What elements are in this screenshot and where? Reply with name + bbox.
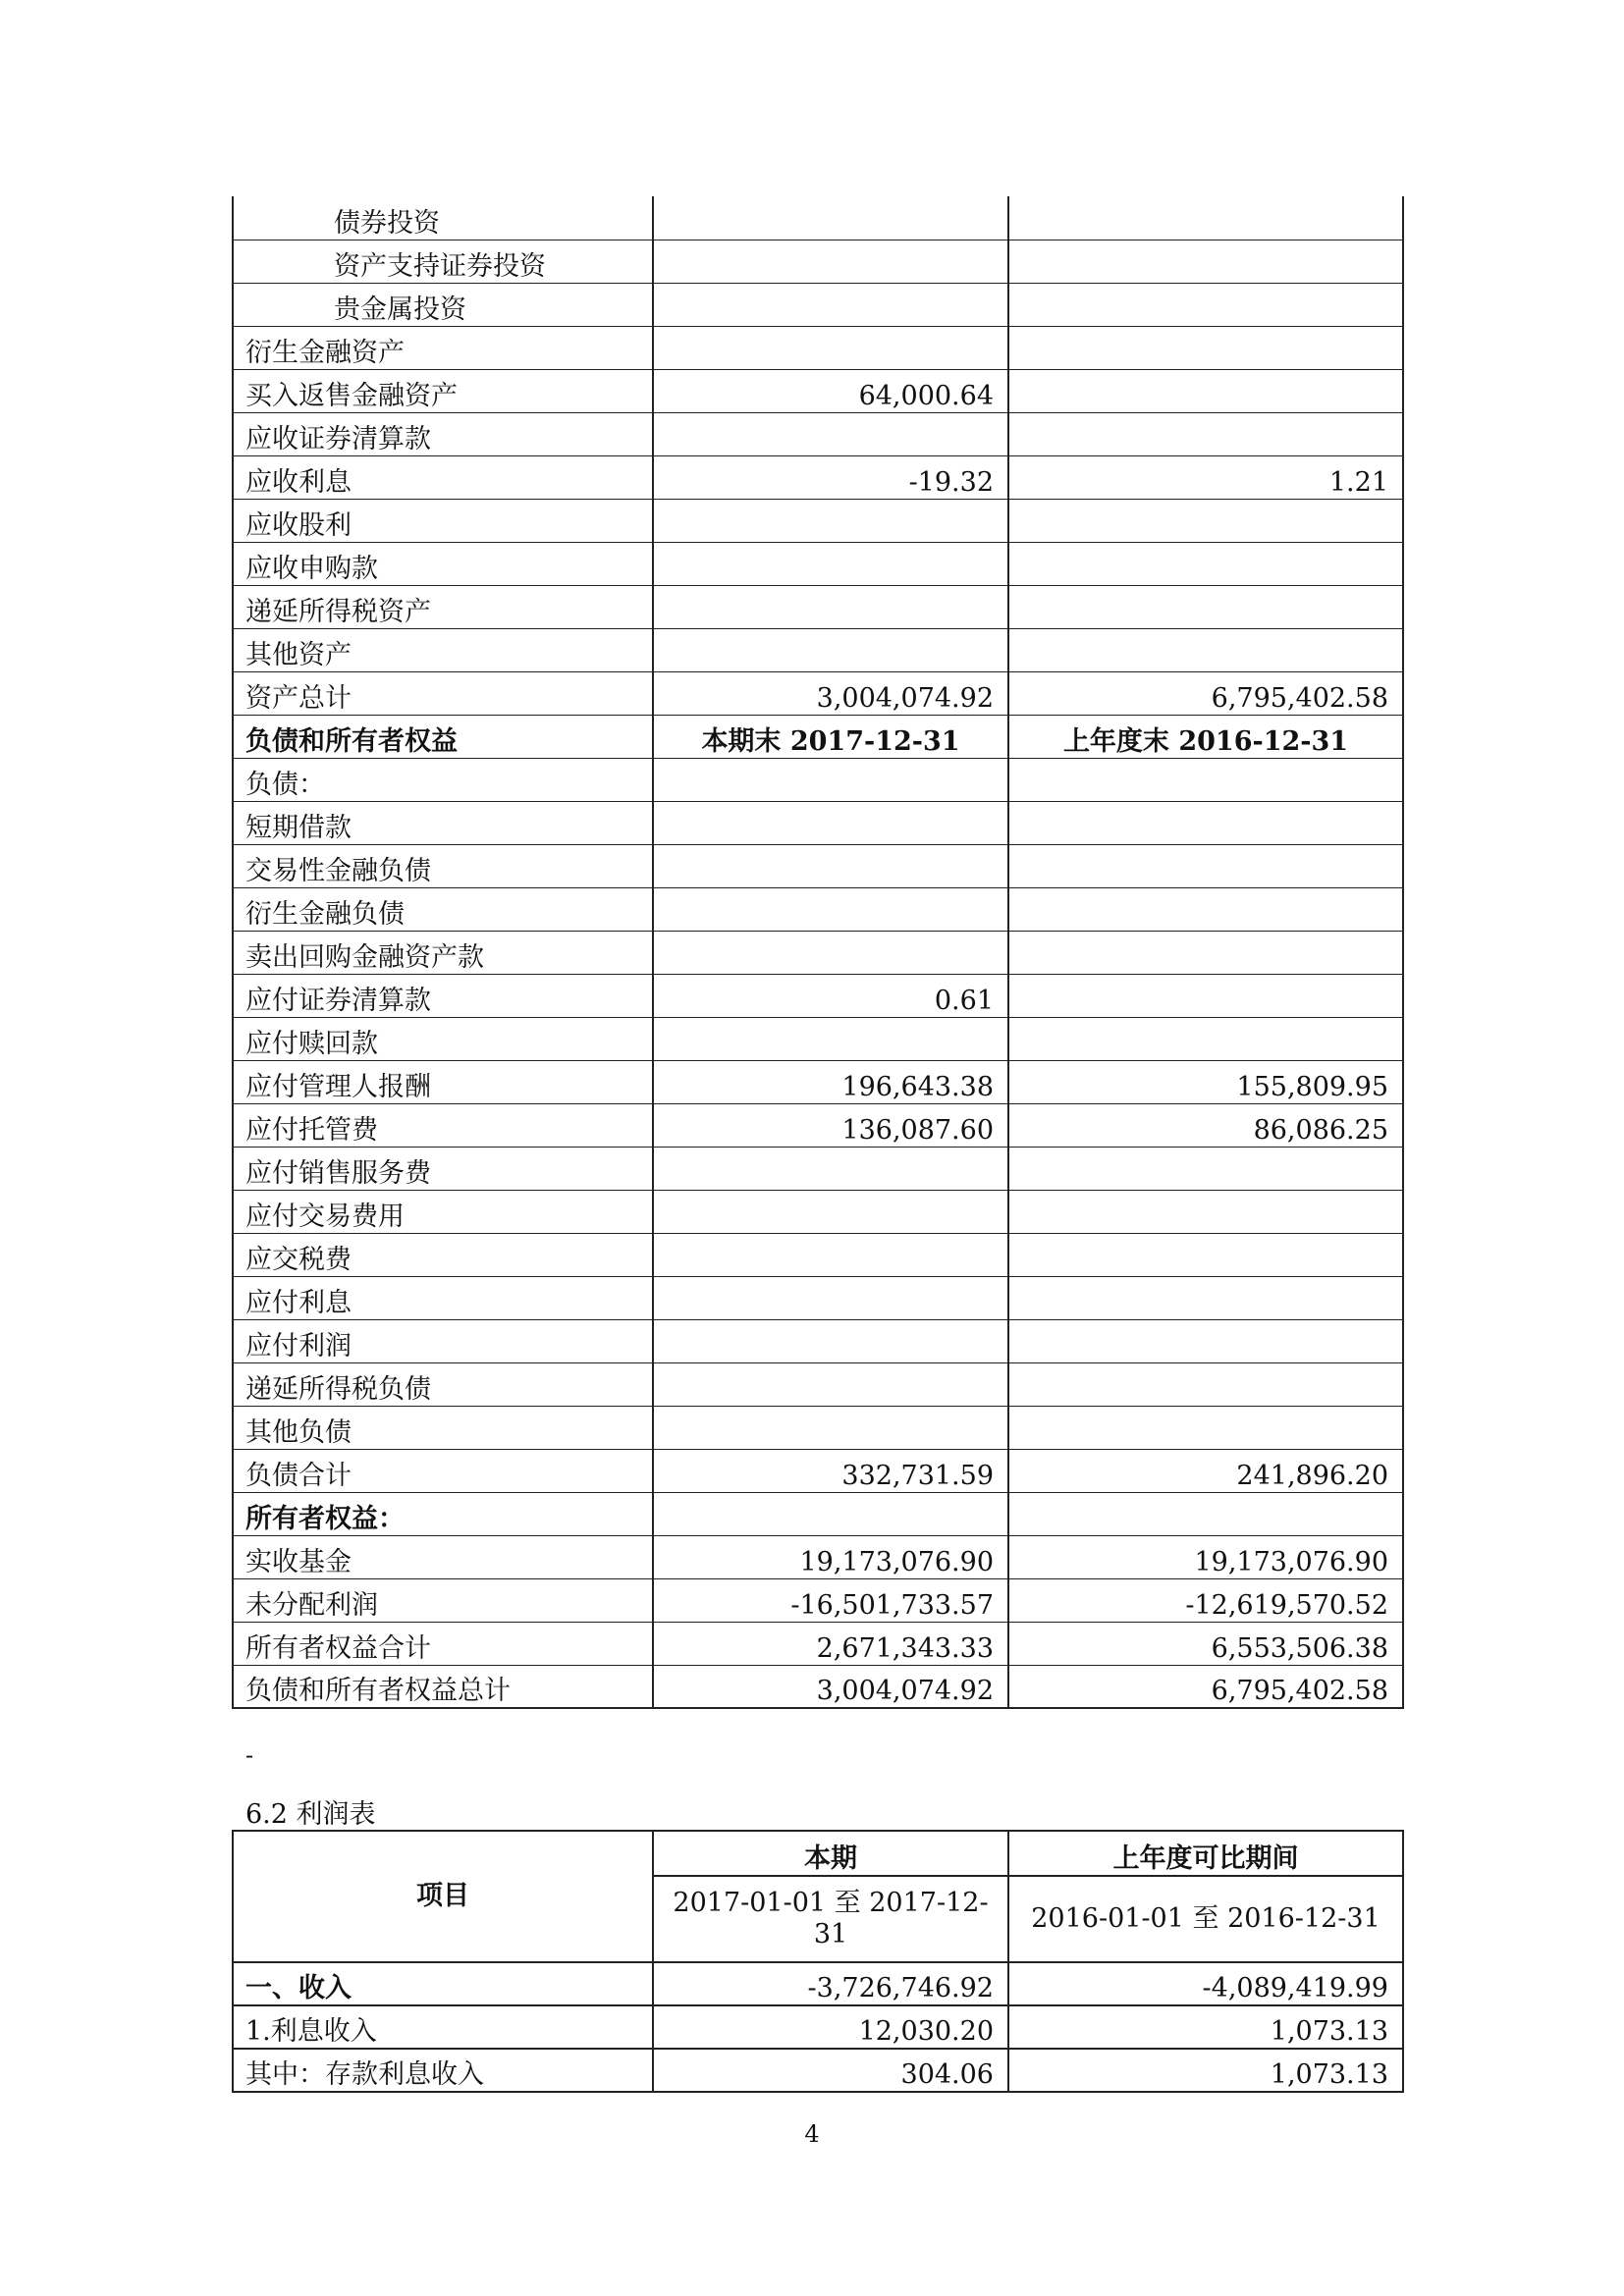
row-label: 应付交易费用 [233, 1190, 653, 1233]
prior-value [1008, 1147, 1403, 1190]
row-label: 负债合计 [233, 1449, 653, 1492]
current-value [653, 499, 1008, 542]
table-row [233, 1406, 1403, 1449]
table-row [233, 1190, 1403, 1233]
row-label: 应付托管费 [233, 1103, 653, 1147]
current-value: -16,501,733.57 [653, 1578, 1008, 1622]
prior-value [1008, 1319, 1403, 1362]
table-row [233, 1233, 1403, 1276]
prior-value: 6,795,402.58 [1008, 671, 1403, 715]
current-value [653, 1319, 1008, 1362]
current-period-header: 本期 [653, 1831, 1008, 1876]
prior-value [1008, 1233, 1403, 1276]
row-label: 其他负债 [233, 1406, 653, 1449]
separator-dash: - [245, 1741, 254, 1769]
table-row [233, 1017, 1403, 1060]
prior-value: 1,073.13 [1008, 2049, 1403, 2092]
row-label: 应付利润 [233, 1319, 653, 1362]
table-row [233, 240, 1403, 283]
row-label: 所有者权益： [233, 1492, 653, 1535]
row-label: 所有者权益合计 [233, 1622, 653, 1665]
current-value: 304.06 [653, 2049, 1008, 2092]
table-row [233, 801, 1403, 844]
row-label: 负债和所有者权益 [233, 715, 653, 758]
prior-value [1008, 1276, 1403, 1319]
prior-value [1008, 196, 1403, 240]
current-value [653, 1233, 1008, 1276]
table-row [233, 844, 1403, 887]
prior-value [1008, 585, 1403, 628]
table-row [233, 585, 1403, 628]
prior-value [1008, 542, 1403, 585]
row-label: 资产支持证券投资 [233, 240, 653, 283]
prior-period-range: 2016-01-01 至 2016-12-31 [1008, 1876, 1403, 1962]
balance-sheet-table [232, 196, 1404, 1709]
current-value [653, 412, 1008, 455]
row-label: 应付赎回款 [233, 1017, 653, 1060]
current-value: 12,030.20 [653, 2005, 1008, 2049]
table-row [233, 1578, 1403, 1622]
table-row [233, 1147, 1403, 1190]
prior-value [1008, 758, 1403, 801]
row-label: 应收利息 [233, 455, 653, 499]
table-row [233, 499, 1403, 542]
prior-value [1008, 931, 1403, 974]
prior-value [1008, 1017, 1403, 1060]
prior-value: 1,073.13 [1008, 2005, 1403, 2049]
table-row [233, 628, 1403, 671]
table-row [233, 455, 1403, 499]
current-value [653, 844, 1008, 887]
row-label: 交易性金融负债 [233, 844, 653, 887]
row-label: 其他资产 [233, 628, 653, 671]
current-value [653, 1276, 1008, 1319]
table-row [233, 2005, 1403, 2049]
table-row [233, 887, 1403, 931]
table-row [233, 412, 1403, 455]
current-value [653, 1147, 1008, 1190]
row-label: 应收申购款 [233, 542, 653, 585]
prior-value [1008, 283, 1403, 326]
table-row [233, 758, 1403, 801]
row-label: 资产总计 [233, 671, 653, 715]
table-row [233, 1060, 1403, 1103]
prior-value: 86,086.25 [1008, 1103, 1403, 1147]
prior-value: 上年度末 2016-12-31 [1008, 715, 1403, 758]
row-label: 应付销售服务费 [233, 1147, 653, 1190]
current-value [653, 1017, 1008, 1060]
current-value: 196,643.38 [653, 1060, 1008, 1103]
prior-value: -4,089,419.99 [1008, 1962, 1403, 2005]
prior-value: 1.21 [1008, 455, 1403, 499]
row-label: 买入返售金融资产 [233, 369, 653, 412]
row-label: 应交税费 [233, 1233, 653, 1276]
current-value [653, 801, 1008, 844]
table-row [233, 369, 1403, 412]
table-row [233, 671, 1403, 715]
balance-sheet-body [233, 196, 1403, 1708]
current-value [653, 1190, 1008, 1233]
table-row [233, 1449, 1403, 1492]
income-statement-title: 6.2 利润表 [245, 1799, 376, 1830]
prior-value: 6,553,506.38 [1008, 1622, 1403, 1665]
table-row [233, 1622, 1403, 1665]
prior-value: 6,795,402.58 [1008, 1665, 1403, 1708]
current-value: 2,671,343.33 [653, 1622, 1008, 1665]
row-label: 一、收入 [233, 1962, 653, 2005]
current-value [653, 1362, 1008, 1406]
table-row [233, 196, 1403, 240]
current-value: 64,000.64 [653, 369, 1008, 412]
table-row [233, 1492, 1403, 1535]
current-value [653, 542, 1008, 585]
table-row [233, 1276, 1403, 1319]
row-label: 应付管理人报酬 [233, 1060, 653, 1103]
prior-value [1008, 974, 1403, 1017]
current-value: 本期末 2017-12-31 [653, 715, 1008, 758]
income-header-row [233, 1831, 1403, 1876]
table-row [233, 1962, 1403, 2005]
row-label: 递延所得税资产 [233, 585, 653, 628]
prior-value: -12,619,570.52 [1008, 1578, 1403, 1622]
row-label: 实收基金 [233, 1535, 653, 1578]
row-label: 负债： [233, 758, 653, 801]
table-row [233, 1362, 1403, 1406]
current-value [653, 326, 1008, 369]
table-row [233, 326, 1403, 369]
row-label: 应付证券清算款 [233, 974, 653, 1017]
current-value [653, 931, 1008, 974]
row-label: 应收证券清算款 [233, 412, 653, 455]
table-row [233, 1535, 1403, 1578]
prior-value [1008, 369, 1403, 412]
current-value: 3,004,074.92 [653, 671, 1008, 715]
prior-value [1008, 801, 1403, 844]
table-row [233, 2049, 1403, 2092]
row-label: 负债和所有者权益总计 [233, 1665, 653, 1708]
current-value [653, 628, 1008, 671]
income-statement-body [233, 1962, 1403, 2092]
table-row [233, 974, 1403, 1017]
table-row [233, 1103, 1403, 1147]
current-value: 332,731.59 [653, 1449, 1008, 1492]
current-value [653, 1406, 1008, 1449]
table-row [233, 542, 1403, 585]
current-value: 3,004,074.92 [653, 1665, 1008, 1708]
current-value [653, 887, 1008, 931]
current-value: 136,087.60 [653, 1103, 1008, 1147]
prior-period-header: 上年度可比期间 [1008, 1831, 1403, 1876]
row-label: 短期借款 [233, 801, 653, 844]
current-value [653, 1492, 1008, 1535]
page-number: 4 [804, 2120, 820, 2148]
prior-value [1008, 1406, 1403, 1449]
current-value: 0.61 [653, 974, 1008, 1017]
prior-value [1008, 240, 1403, 283]
current-value: -19.32 [653, 455, 1008, 499]
current-value [653, 283, 1008, 326]
prior-value [1008, 326, 1403, 369]
prior-value: 19,173,076.90 [1008, 1535, 1403, 1578]
current-value [653, 758, 1008, 801]
row-label: 应付利息 [233, 1276, 653, 1319]
table-row [233, 1665, 1403, 1708]
table-row [233, 715, 1403, 758]
row-label: 贵金属投资 [233, 283, 653, 326]
row-label: 1.利息收入 [233, 2005, 653, 2049]
current-value [653, 196, 1008, 240]
row-label: 递延所得税负债 [233, 1362, 653, 1406]
prior-value [1008, 887, 1403, 931]
income-statement-table [232, 1830, 1404, 2093]
row-label: 其中：存款利息收入 [233, 2049, 653, 2092]
prior-value: 241,896.20 [1008, 1449, 1403, 1492]
table-row [233, 283, 1403, 326]
prior-value [1008, 1190, 1403, 1233]
current-value: -3,726,746.92 [653, 1962, 1008, 2005]
row-label: 衍生金融资产 [233, 326, 653, 369]
prior-value [1008, 1362, 1403, 1406]
prior-value: 155,809.95 [1008, 1060, 1403, 1103]
row-label: 未分配利润 [233, 1578, 653, 1622]
prior-value [1008, 1492, 1403, 1535]
current-period-range: 2017-01-01 至 2017-12-31 [653, 1876, 1008, 1962]
table-row [233, 931, 1403, 974]
prior-value [1008, 412, 1403, 455]
item-header: 项目 [233, 1831, 653, 1962]
row-label: 卖出回购金融资产款 [233, 931, 653, 974]
row-label: 衍生金融负债 [233, 887, 653, 931]
prior-value [1008, 499, 1403, 542]
current-value: 19,173,076.90 [653, 1535, 1008, 1578]
row-label: 应收股利 [233, 499, 653, 542]
current-value [653, 240, 1008, 283]
table-row [233, 1319, 1403, 1362]
current-value [653, 585, 1008, 628]
prior-value [1008, 844, 1403, 887]
row-label: 债券投资 [233, 196, 653, 240]
prior-value [1008, 628, 1403, 671]
